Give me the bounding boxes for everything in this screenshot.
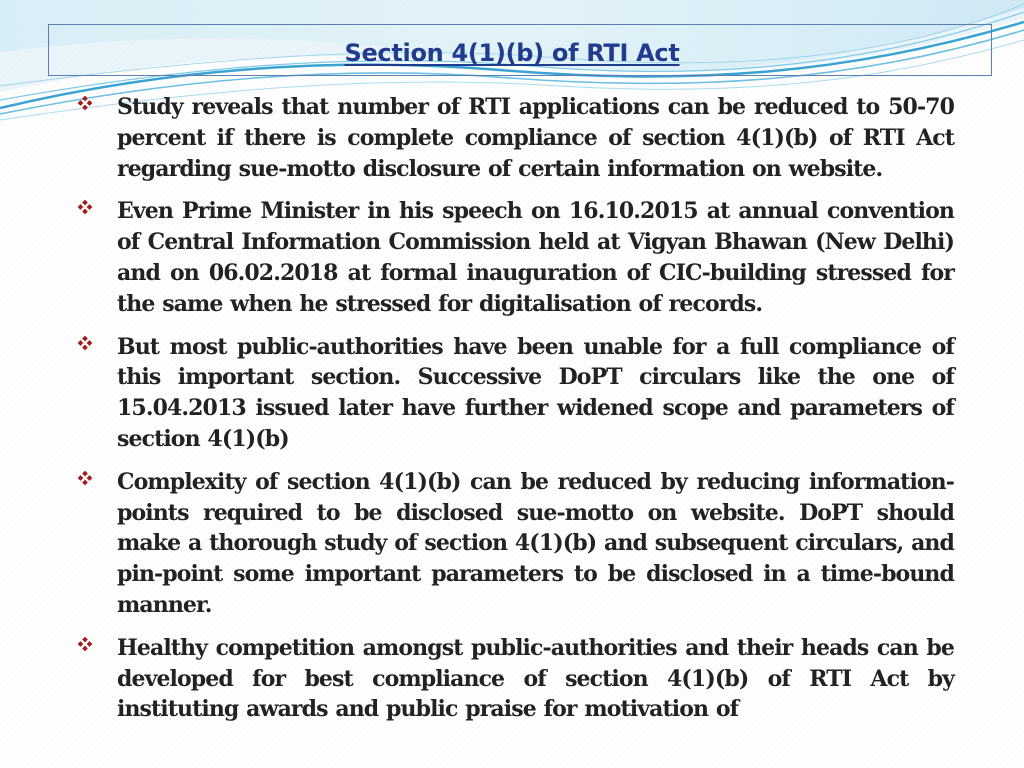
diamond-bullet-icon: [78, 200, 92, 214]
diamond-bullet-icon: [78, 96, 92, 110]
bullet-item: [78, 332, 954, 455]
bullet-item: [78, 633, 954, 725]
bullet-text: Study reveals that number of RTI applications can be reduced to 50-70 percent if there is complete compliance of section 4(1)(b) of RTI Act regarding sue-motto disclosure of certain information on website.: [117, 94, 954, 182]
bullet-list: [78, 92, 954, 737]
bullet-item: [78, 467, 954, 621]
diamond-bullet-icon: [78, 637, 92, 651]
bullet-text: But most public-authorities have been unable for a full compliance of this important section. Successive DoPT circulars like the one of 15.04.2013 issued later have further widened scope and parameters of section 4(1)(b): [117, 333, 954, 452]
diamond-bullet-icon: [78, 471, 92, 485]
bullet-item: [78, 196, 954, 319]
bullet-item: [78, 92, 954, 184]
bullet-text: Even Prime Minister in his speech on 16.10.2015 at annual convention of Central Information Commission held at Vigyan Bhawan (New Delhi) and on 06.02.2018 at formal inauguration of CIC-building stressed for the same when he stressed for digitalisation of records.: [117, 198, 954, 317]
bullet-text: Complexity of section 4(1)(b) can be reduced by reducing information-points required to be disclosed sue-motto on website. DoPT should make a thorough study of section 4(1)(b) and subsequent circulars, and pin-point some important parameters to be disclosed in a time-bound manner.: [117, 468, 954, 618]
diamond-bullet-icon: [78, 336, 92, 350]
bullet-text: Healthy competition amongst public-authorities and their heads can be developed for best compliance of section 4(1)(b) of RTI Act by instituting awards and public praise for motivation of: [117, 634, 954, 723]
slide-title: Section 4(1)(b) of RTI Act: [344, 39, 680, 67]
